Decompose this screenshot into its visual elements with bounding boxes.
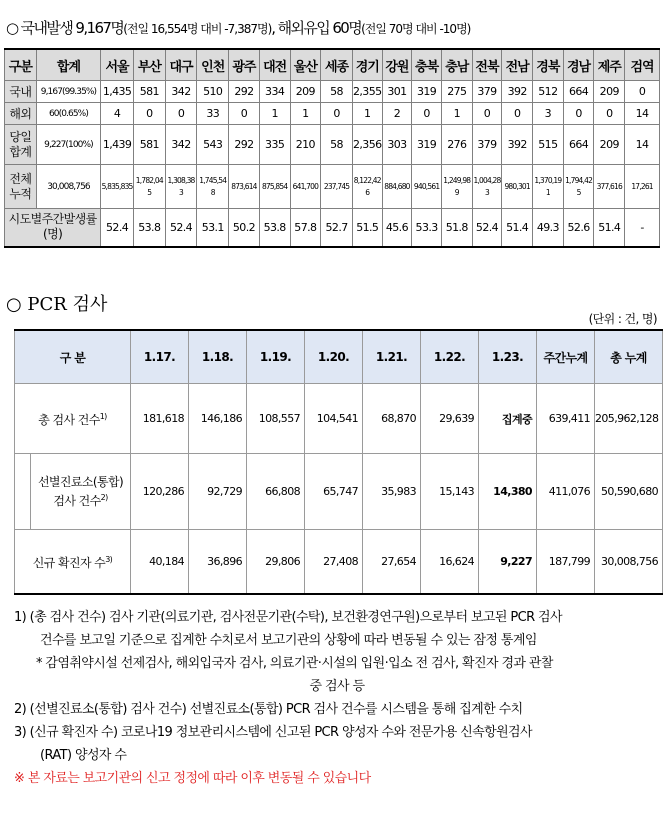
row-total: 9,167(99.35%) xyxy=(36,81,100,103)
cell: 639,411 xyxy=(537,384,595,454)
cell: 53.3 xyxy=(412,209,442,247)
domestic-cases-title: ○ 국내발생 9,167명 xyxy=(6,19,124,37)
row-label xyxy=(31,454,131,530)
domestic-prev: (전일 16,554명 대비 -7,387명) xyxy=(123,22,272,36)
cell: 379 xyxy=(472,125,502,165)
header-cell: 경기 xyxy=(352,49,382,81)
cell: 104,541 xyxy=(305,384,363,454)
cell: 301 xyxy=(382,81,412,103)
cell: 319 xyxy=(412,81,442,103)
cell: 1 xyxy=(352,103,382,125)
cell: 40,184 xyxy=(131,530,189,594)
cell: 334 xyxy=(259,81,290,103)
header-cell: 경남 xyxy=(563,49,594,81)
cell: 58 xyxy=(321,125,353,165)
cell: 1 xyxy=(259,103,290,125)
cell: 1,370,191 xyxy=(533,165,564,209)
cell: 205,962,128 xyxy=(595,384,663,454)
cell: 940,561 xyxy=(412,165,442,209)
cell: 108,557 xyxy=(247,384,305,454)
cell: 0 xyxy=(563,103,594,125)
header-cell: 전북 xyxy=(472,49,502,81)
header-cell: 검역 xyxy=(625,49,660,81)
cell: 29,806 xyxy=(247,530,305,594)
cell: 14 xyxy=(625,125,660,165)
row-label: 당일 합계 xyxy=(5,125,37,165)
cell: 664 xyxy=(563,125,594,165)
section1-title xyxy=(6,16,666,40)
cell: 51.4 xyxy=(502,209,533,247)
cell: 510 xyxy=(197,81,229,103)
header-cell: 1.19. xyxy=(247,330,305,384)
row-label xyxy=(15,384,131,454)
overseas-cases-title: 해외유입 60명 xyxy=(277,19,362,37)
row-total: 9,227(100%) xyxy=(36,125,100,165)
footnote-1-cont: 건수를 보고일 기준으로 집계한 수치로서 보고기관의 상황에 따라 변동될 수 있는 잠정 통계임 xyxy=(40,633,537,648)
footnote-3: 3) (신규 확진자 수) 코로나19 정보관리시스템에 신고된 PCR 양성자 수와 전문가용 신속항원검사 xyxy=(14,725,532,740)
cell: 303 xyxy=(382,125,412,165)
cell: 1 xyxy=(290,103,321,125)
cell: 17,261 xyxy=(625,165,660,209)
header-cell: 구분 xyxy=(5,49,37,81)
header-cell: 1.20. xyxy=(305,330,363,384)
table-row-cumulative xyxy=(5,165,660,209)
label-text: 신규 확진자 수 xyxy=(32,555,106,570)
cell: 209 xyxy=(290,81,321,103)
cell: 0 xyxy=(412,103,442,125)
cell: 209 xyxy=(594,125,625,165)
cell: 0 xyxy=(321,103,353,125)
header-cell: 강원 xyxy=(382,49,412,81)
cell: 51.5 xyxy=(352,209,382,247)
cell: 45.6 xyxy=(382,209,412,247)
cell: 120,286 xyxy=(131,454,189,530)
row-total: 60(0.65%) xyxy=(36,103,100,125)
cell: 27,654 xyxy=(363,530,421,594)
cell: 292 xyxy=(229,125,260,165)
cell: 66,808 xyxy=(247,454,305,530)
row-label: 국내 xyxy=(5,81,37,103)
footnote-marker: 1) xyxy=(99,412,107,421)
cell: 8,122,426 xyxy=(352,165,382,209)
cell: 875,854 xyxy=(259,165,290,209)
cell: 515 xyxy=(533,125,564,165)
header-cell: 광주 xyxy=(229,49,260,81)
table-row-domestic xyxy=(5,81,660,103)
label-text: 선별진료소(통합) 검사 건수 xyxy=(37,475,124,508)
table-row-screening-tests xyxy=(15,454,663,530)
cell: 58 xyxy=(321,81,353,103)
table-row-daily-total xyxy=(5,125,660,165)
cell: 52.4 xyxy=(472,209,502,247)
cell: 0 xyxy=(502,103,533,125)
cell: 1,435 xyxy=(101,81,134,103)
footnotes xyxy=(14,606,660,790)
header-cell: 제주 xyxy=(594,49,625,81)
cell: 543 xyxy=(197,125,229,165)
cell: 884,680 xyxy=(382,165,412,209)
cell: 51.4 xyxy=(594,209,625,247)
cell: - xyxy=(625,209,660,247)
cell: 14,380 xyxy=(479,454,537,530)
header-cell: 울산 xyxy=(290,49,321,81)
cell: 36,896 xyxy=(189,530,247,594)
cell: 411,076 xyxy=(537,454,595,530)
row-label: 전체 누적 xyxy=(5,165,37,209)
cell: 209 xyxy=(594,81,625,103)
cell: 52.4 xyxy=(165,209,197,247)
cell: 146,186 xyxy=(189,384,247,454)
cell: 0 xyxy=(625,81,660,103)
cell: 392 xyxy=(502,125,533,165)
cell: 29,639 xyxy=(421,384,479,454)
header-cell: 대전 xyxy=(259,49,290,81)
cell: 49.3 xyxy=(533,209,564,247)
cell: 52.6 xyxy=(563,209,594,247)
cell: 342 xyxy=(165,125,197,165)
cell: 1 xyxy=(441,103,472,125)
header-cell: 대구 xyxy=(165,49,197,81)
cell: 3 xyxy=(533,103,564,125)
cell: 5,835,835 xyxy=(101,165,134,209)
header-cell: 부산 xyxy=(133,49,165,81)
header-cell: 충북 xyxy=(412,49,442,81)
cell: 65,747 xyxy=(305,454,363,530)
row-label: 해외 xyxy=(5,103,37,125)
table-row-overseas xyxy=(5,103,660,125)
cell: 581 xyxy=(133,125,165,165)
header-cell: 1.17. xyxy=(131,330,189,384)
cell: 33 xyxy=(197,103,229,125)
footnote-marker: 3) xyxy=(105,554,113,564)
header-cell: 주간누계 xyxy=(537,330,595,384)
footnote-marker: 2) xyxy=(100,493,108,502)
cell: 35,983 xyxy=(363,454,421,530)
header-cell: 세종 xyxy=(321,49,353,81)
table2-header-row xyxy=(15,330,663,384)
row-total: 30,008,756 xyxy=(36,165,100,209)
cell: 2 xyxy=(382,103,412,125)
cell: 53.1 xyxy=(197,209,229,247)
cell: 1,782,045 xyxy=(133,165,165,209)
pcr-section-title: ○ PCR 검사 xyxy=(6,294,108,315)
pcr-test-table xyxy=(14,329,663,595)
cell: 335 xyxy=(259,125,290,165)
cell: 319 xyxy=(412,125,442,165)
cell: 92,729 xyxy=(189,454,247,530)
cell: 512 xyxy=(533,81,564,103)
cell: 1,308,383 xyxy=(165,165,197,209)
cell: 664 xyxy=(563,81,594,103)
cell: 1,004,283 xyxy=(472,165,502,209)
warning-note: ※ 본 자료는 보고기관의 신고 정정에 따라 이후 변동될 수 있습니다 xyxy=(14,771,371,786)
cell: 53.8 xyxy=(259,209,290,247)
cell: 342 xyxy=(165,81,197,103)
cell: 0 xyxy=(133,103,165,125)
cell: 50.2 xyxy=(229,209,260,247)
header-cell: 총 누계 xyxy=(595,330,663,384)
footnote-2: 2) (선별진료소(통합) 검사 건수) 선별진료소(통합) PCR 검사 건수를 시스템을 통해 집계한 수치 xyxy=(14,702,523,717)
cell: 15,143 xyxy=(421,454,479,530)
cell: 1,794,425 xyxy=(563,165,594,209)
title-separator: , xyxy=(271,19,278,37)
cell: 50,590,680 xyxy=(595,454,663,530)
cell: 0 xyxy=(229,103,260,125)
cell: 51.8 xyxy=(441,209,472,247)
cell: 1,745,548 xyxy=(197,165,229,209)
header-cell: 인천 xyxy=(197,49,229,81)
unit-label: (단위 : 건, 명) xyxy=(588,312,657,326)
header-cell: 구 분 xyxy=(15,330,131,384)
cell: 641,700 xyxy=(290,165,321,209)
header-cell: 1.18. xyxy=(189,330,247,384)
table1-header-row xyxy=(5,49,660,81)
cell: 377,616 xyxy=(594,165,625,209)
header-cell: 합계 xyxy=(36,49,100,81)
cell: 57.8 xyxy=(290,209,321,247)
cell: 16,624 xyxy=(421,530,479,594)
label-text: 총 검사 건수 xyxy=(38,413,100,427)
indent-cell xyxy=(15,454,31,530)
cell: 0 xyxy=(165,103,197,125)
cell: 2,355 xyxy=(352,81,382,103)
cell: 581 xyxy=(133,81,165,103)
table-row-total-tests xyxy=(15,384,663,454)
cell: 292 xyxy=(229,81,260,103)
cell: 392 xyxy=(502,81,533,103)
cell: 2,356 xyxy=(352,125,382,165)
cell: 14 xyxy=(625,103,660,125)
cell: 210 xyxy=(290,125,321,165)
cell: 1,249,989 xyxy=(441,165,472,209)
regional-cases-table xyxy=(4,48,660,248)
header-cell: 1.21. xyxy=(363,330,421,384)
cell: 873,614 xyxy=(229,165,260,209)
cell: 52.4 xyxy=(101,209,134,247)
table-row-new-cases xyxy=(15,530,663,594)
header-cell: 1.22. xyxy=(421,330,479,384)
overseas-prev: (전일 70명 대비 -10명) xyxy=(361,22,471,36)
cell: 276 xyxy=(441,125,472,165)
header-cell: 서울 xyxy=(101,49,134,81)
cell: 0 xyxy=(472,103,502,125)
cell: 집계중 xyxy=(479,384,537,454)
cell: 187,799 xyxy=(537,530,595,594)
footnote-1: 1) (총 검사 건수) 검사 기관(의료기관, 검사전문기관(수탁), 보건환경연구원)으로부터 보고된 PCR 검사 xyxy=(14,610,562,625)
cell: 4 xyxy=(101,103,134,125)
cell: 181,618 xyxy=(131,384,189,454)
footnote-3-cont: (RAT) 양성자 수 xyxy=(40,748,127,763)
footnote-1-detail: * 감염취약시설 선제검사, 해외입국자 검사, 의료기관·시설의 입원·입소 전 검사, 확진자 경과 관찰 xyxy=(36,656,553,671)
header-cell: 1.23. xyxy=(479,330,537,384)
cell: 9,227 xyxy=(479,530,537,594)
row-label xyxy=(15,530,131,594)
row-label: 시도별주간발생률(명) xyxy=(5,209,101,247)
cell: 980,301 xyxy=(502,165,533,209)
footnote-1-detail-cont: 중 검사 등 xyxy=(309,679,365,694)
cell: 1,439 xyxy=(101,125,134,165)
cell: 379 xyxy=(472,81,502,103)
cell: 68,870 xyxy=(363,384,421,454)
cell: 0 xyxy=(594,103,625,125)
table-row-weekly-rate xyxy=(5,209,660,247)
cell: 30,008,756 xyxy=(595,530,663,594)
cell: 27,408 xyxy=(305,530,363,594)
header-cell: 경북 xyxy=(533,49,564,81)
header-cell: 충남 xyxy=(441,49,472,81)
cell: 52.7 xyxy=(321,209,353,247)
cell: 53.8 xyxy=(133,209,165,247)
cell: 275 xyxy=(441,81,472,103)
header-cell: 전남 xyxy=(502,49,533,81)
cell: 237,745 xyxy=(321,165,353,209)
